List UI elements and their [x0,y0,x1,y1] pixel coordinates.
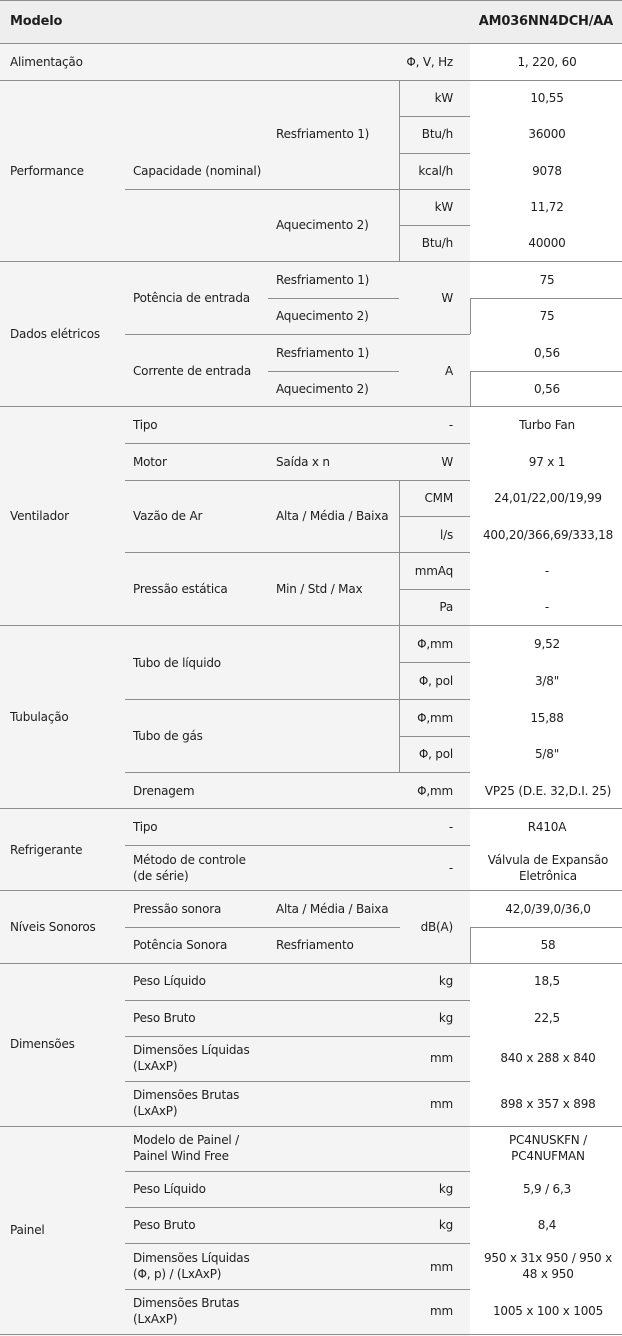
rule [125,1081,470,1082]
condition-label: Resfriamento [276,938,354,952]
value-cell: R410A [527,820,567,834]
rule [399,589,470,590]
item-label: Dimensões Líquidas [133,1043,250,1057]
value-cell: 1005 x 100 x 1005 [492,1304,604,1318]
unit-label: mm [430,1097,453,1111]
value-cell: Turbo Fan [519,418,575,432]
unit-label: kg [438,1218,453,1232]
unit-label: kW [434,200,453,214]
rule [399,516,470,517]
unit-label: kg [438,1011,453,1025]
unit-label: Φ,mm [417,784,453,798]
value-cell: 18,5 [534,974,560,988]
condition-label: Aquecimento 2) [276,218,369,232]
unit-label: mm [430,1260,453,1274]
item-label: Tubo de gás [133,729,203,743]
unit-label: l/s [439,528,453,542]
condition-label: Aquecimento 2) [276,309,369,323]
rule [125,334,470,335]
unit-label: dB(A) [420,920,453,934]
unit-label: kcal/h [418,164,453,178]
value-cell: Eletrônica [519,869,577,883]
value-cell: 15,88 [530,711,564,725]
unit-label: Btu/h [421,236,453,250]
item-label: Painel Wind Free [133,1149,229,1163]
rule [470,927,622,928]
condition-label: Saída x n [276,455,330,469]
value-cell: 58 [540,938,556,952]
category-label: Refrigerante [10,843,83,857]
value-cell: 5,9 / 6,3 [522,1182,572,1196]
category-label: Tubulação [10,710,69,724]
item-label: Método de controle [133,853,246,867]
rule [125,699,470,700]
rule [125,1036,470,1037]
value-cell: PC4NUFMAN [511,1149,585,1163]
value-cell: VP25 (D.E. 32,D.I. 25) [484,784,612,798]
unit-label: - [448,418,453,432]
rule [399,116,470,117]
rule [125,1207,470,1208]
value-cell: 0,56 [534,346,560,360]
value-cell: - [544,600,550,614]
value-cell: 8,4 [537,1218,557,1232]
unit-label: kW [434,91,453,105]
unit-label: kg [438,1182,453,1196]
value-cell: 75 [539,309,555,323]
value-cell: 24,01/22,00/19,99 [494,491,602,505]
rule [0,0,622,1]
item-label: Peso Bruto [133,1218,196,1232]
value-cell: - [544,564,550,578]
condition-label: Resfriamento 1) [276,127,370,141]
condition-label: Min / Std / Max [276,582,363,596]
value-cell: 97 x 1 [528,455,566,469]
value-cell: Válvula de Expansão [487,853,609,867]
unit-label: Pa [439,600,453,614]
value-cell: 400,20/366,69/333,18 [482,528,614,542]
item-label: Peso Bruto [133,1011,196,1025]
rule [125,480,470,481]
value-cell: 22,5 [534,1011,560,1025]
value-cell: 898 x 357 x 898 [500,1097,596,1111]
rule [0,80,622,81]
item-label: Dimensões Brutas [133,1088,240,1102]
value-cell: 1, 220, 60 [517,55,577,69]
rule [399,153,470,154]
rule [0,406,622,407]
rule [125,845,470,846]
unit-label: Btu/h [421,127,453,141]
rule [470,371,622,372]
item-label: Corrente de entrada [133,364,251,378]
unit-label: CMM [424,491,453,505]
rule [399,662,470,663]
condition-label: Alta / Média / Baixa [276,509,389,523]
rule [125,927,400,928]
rule [399,736,470,737]
rule [0,963,622,964]
item-label: Motor [133,455,167,469]
rule [399,481,400,625]
category-label: Alimentação [10,55,83,69]
item-label: Capacidade (nominal) [133,164,262,178]
value-cell: 3/8" [534,674,560,688]
category-label: Níveis Sonoros [10,920,96,934]
unit-label: Φ, pol [418,747,453,761]
condition-label: Alta / Média / Baixa [276,902,389,916]
rule [125,443,470,444]
item-label: Tipo [133,418,158,432]
rule [268,298,399,299]
item-label: Modelo de Painel / [133,1133,239,1147]
unit-label: A [444,364,453,378]
rule [470,299,471,334]
rule [125,189,470,190]
item-label: (LxAxP) [133,1104,178,1118]
unit-label: kg [438,974,453,988]
rule [399,225,470,226]
item-label: Peso Líquido [133,974,206,988]
item-label: Potência Sonora [133,938,228,952]
unit-label: Φ,mm [417,711,453,725]
rule [125,1289,470,1290]
category-label: Dimensões [10,1037,75,1051]
rule [0,43,622,44]
unit-label: mm [430,1304,453,1318]
rule [470,928,471,963]
rule [399,81,400,261]
condition-label: Resfriamento 1) [276,346,370,360]
value-cell: 840 x 288 x 840 [500,1051,596,1065]
rule [399,626,400,772]
condition-label: Resfriamento 1) [276,273,370,287]
rule [0,890,622,891]
rule [125,772,470,773]
item-label: Peso Líquido [133,1182,206,1196]
unit-label: Φ, V, Hz [406,55,453,69]
unit-label: mm [430,1051,453,1065]
value-cell: 11,72 [530,200,564,214]
rule [125,552,470,553]
condition-label: Aquecimento 2) [276,382,369,396]
value-cell: 9,52 [534,637,560,651]
category-label: Dados elétricos [10,327,100,341]
item-label: Tubo de líquido [133,656,221,670]
unit-label: W [441,291,453,305]
value-cell: 950 x 31x 950 / 950 x [483,1251,613,1265]
rule [268,371,399,372]
unit-label: - [448,861,453,875]
item-label: Dimensões Brutas [133,1296,240,1310]
item-label: (de série) [133,869,189,883]
category-label: Ventilador [10,509,69,523]
value-cell: 75 [539,273,555,287]
rule [470,298,622,299]
value-cell: 40000 [528,236,566,250]
item-label: Tipo [133,820,158,834]
model-code: AM036NN4DCH/AA [478,14,613,29]
rule [0,1126,622,1127]
unit-label: W [441,455,453,469]
value-cell: 0,56 [534,382,560,396]
item-label: Pressão estática [133,582,228,596]
unit-label: Φ, pol [418,674,453,688]
unit-label: Φ,mm [417,637,453,651]
item-label: Pressão sonora [133,902,222,916]
value-cell: 42,0/39,0/36,0 [505,902,591,916]
item-label: Potência de entrada [133,291,250,305]
value-cell: 48 x 950 [522,1267,574,1281]
unit-label: - [448,820,453,834]
category-label: Performance [10,164,84,178]
value-cell: 10,55 [530,91,564,105]
rule [125,1000,470,1001]
rule [125,1171,470,1172]
item-label: (LxAxP) [133,1312,178,1326]
item-label: Drenagem [133,784,195,798]
header-label: Modelo [10,14,63,29]
item-label: (LxAxP) [133,1059,178,1073]
value-cell: PC4NUSKFN / [508,1133,588,1147]
value-cell: 9078 [532,164,562,178]
value-cell: 36000 [528,127,566,141]
unit-label: mmAq [414,564,453,578]
rule [0,1334,622,1335]
value-cell: 5/8" [534,747,560,761]
item-label: Vazão de Ar [133,509,203,523]
rule [0,625,622,626]
item-label: Dimensões Líquidas [133,1251,250,1265]
rule [470,372,471,406]
item-label: (Φ, p) / (LxAxP) [133,1267,222,1281]
rule [0,261,622,262]
category-label: Painel [10,1223,45,1237]
rule [0,808,622,809]
rule [125,1243,470,1244]
